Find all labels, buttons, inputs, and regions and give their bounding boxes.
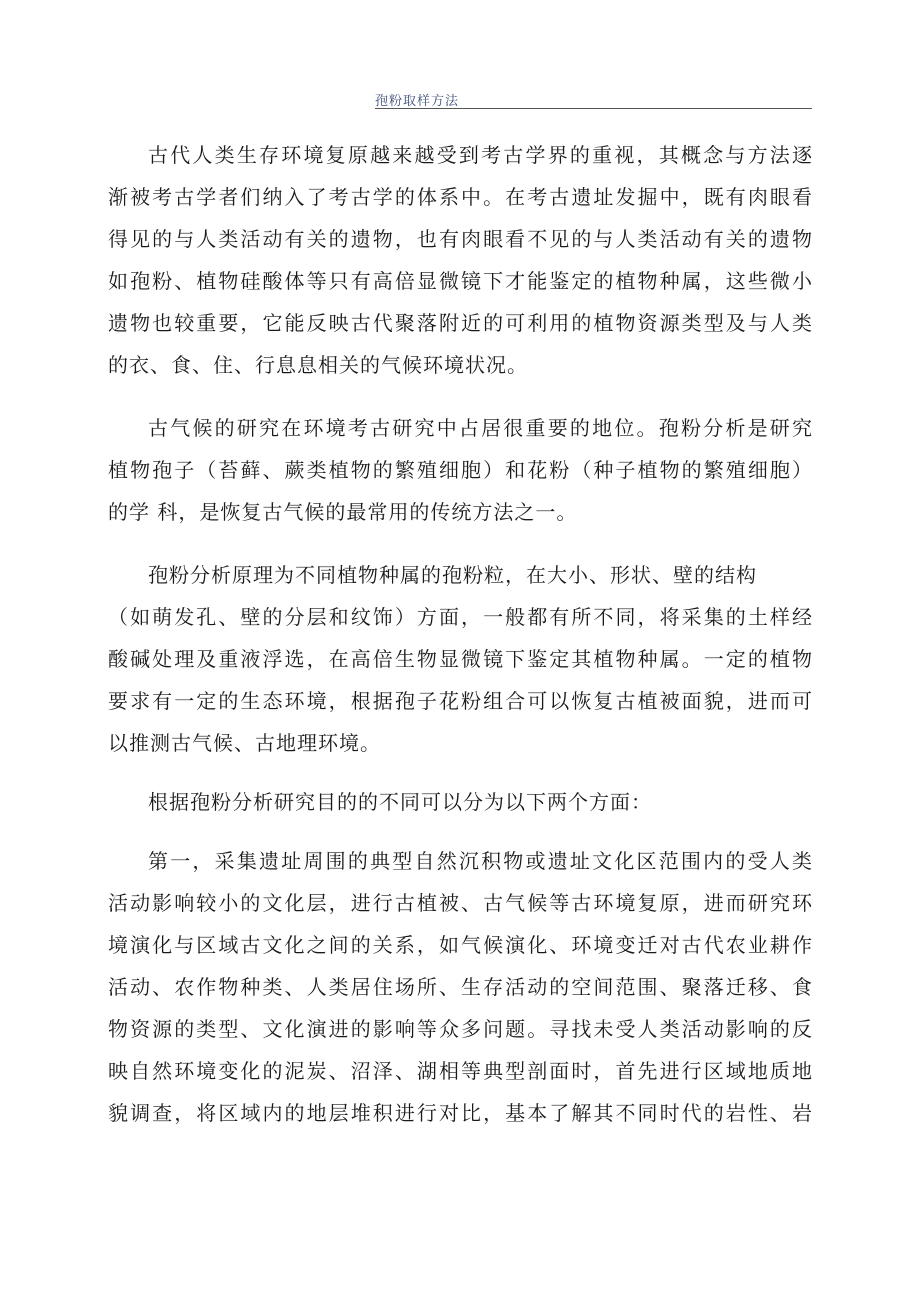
text-line: 如孢粉、植物硅酸体等只有高倍显微镜下才能鉴定的植物种属，这些微小 xyxy=(108,269,812,293)
text-line: 境演化与区域古文化之间的关系，如气候演化、环境变迁对古代农业耕作 xyxy=(108,933,812,957)
text-line: 物资源的类型、文化演进的影响等众多问题。寻找未受人类活动影响的反 xyxy=(108,1017,812,1041)
header-title: 孢粉取样方法 xyxy=(375,94,460,109)
paragraph-4 xyxy=(108,781,812,823)
paragraph-2 xyxy=(108,407,812,533)
text-line: 活动、农作物种类、人类居住场所、生存活动的空间范围、聚落迁移、食 xyxy=(108,975,812,999)
paragraph-1 xyxy=(108,134,812,386)
text-line: 第一，采集遗址周围的典型自然沉积物或遗址文化区范围内的受人类 xyxy=(148,849,812,873)
text-line: 的衣、食、住、行息息相关的气候环境状况。 xyxy=(108,353,528,377)
text-line: 以推测古气候、古地理环境。 xyxy=(108,731,381,755)
text-line: 的学 科，是恢复古气候的最常用的传统方法之一。 xyxy=(108,500,578,524)
text-line: 遗物也较重要，它能反映古代聚落附近的可利用的植物资源类型及与人类 xyxy=(108,311,812,335)
text-line: 映自然环境变化的泥炭、沼泽、湖相等典型剖面时，首先进行区域地质地 xyxy=(108,1059,812,1083)
text-line: 貌调查，将区域内的地层堆积进行对比，基本了解其不同时代的岩性、岩 xyxy=(108,1101,812,1125)
document-body xyxy=(108,134,812,1155)
text-line: （如萌发孔、壁的分层和纹饰）方面，一般都有所不同，将采集的土样经 xyxy=(108,605,812,629)
paragraph-5 xyxy=(108,840,812,1134)
page-header xyxy=(375,90,812,109)
text-line: 渐被考古学者们纳入了考古学的体系中。在考古遗址发掘中，既有肉眼看 xyxy=(108,185,812,209)
text-line: 古气候的研究在环境考古研究中占居很重要的地位。孢粉分析是研究 xyxy=(148,416,812,440)
text-line: 得见的与人类活动有关的遗物，也有肉眼看不见的与人类活动有关的遗物 xyxy=(108,227,812,251)
text-line: 活动影响较小的文化层，进行古植被、古气候等古环境复原，进而研究环 xyxy=(108,891,812,915)
text-line: 植物孢子（苔藓、蕨类植物的繁殖细胞）和花粉（种子植物的繁殖细胞） xyxy=(108,458,812,482)
text-line: 酸碱处理及重液浮选，在高倍生物显微镜下鉴定其植物种属。一定的植物 xyxy=(108,647,812,671)
text-line: 古代人类生存环境复原越来越受到考古学界的重视，其概念与方法逐 xyxy=(148,143,812,167)
text-line: 要求有一定的生态环境，根据孢子花粉组合可以恢复古植被面貌，进而可 xyxy=(108,689,812,713)
text-line: 根据孢粉分析研究目的的不同可以分为以下两个方面： xyxy=(148,790,652,814)
paragraph-3 xyxy=(108,554,812,764)
text-line: 孢粉分析原理为不同植物种属的孢粉粒，在大小、形状、壁的结构 xyxy=(148,563,757,587)
